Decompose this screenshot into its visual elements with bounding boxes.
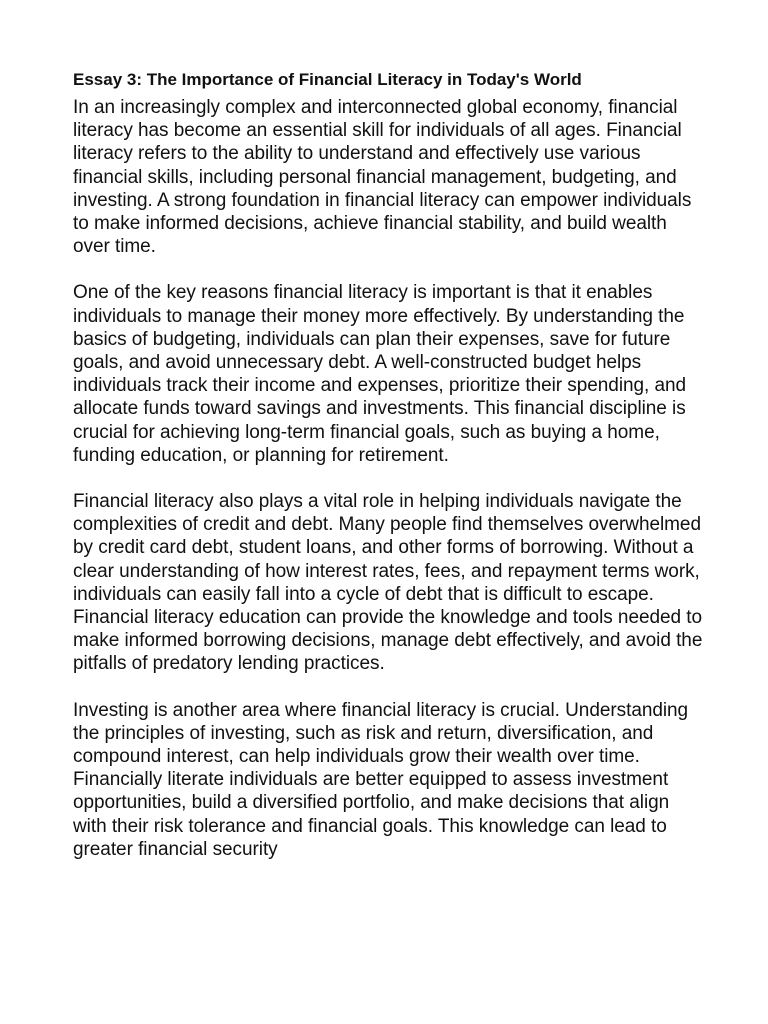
paragraph-credit-and-debt: Financial literacy also plays a vital role in helping individuals navigate the complexities of credit and debt. Many people find themselves overwhelmed by credit card debt, student loans, and other forms of borrowing. Without a clear understanding of how interest rates, fees, and repayment terms work, individuals can easily fall into a cycle of debt that is difficult to escape. Financial literacy education can provide the knowledge and tools needed to make informed borrowing decisions, manage debt effectively, and avoid the pitfalls of predatory lending practices. [73,491,703,675]
essay-title: Essay 3: The Importance of Financial Literacy in Today's World [73,70,582,89]
paragraph-investing: Investing is another area where financial literacy is crucial. Understanding the principles of investing, such as risk and return, diversification, and compound interest, can help individuals grow their wealth over time. Financially literate individuals are better equipped to assess investment opportunities, build a diversified portfolio, and make decisions that align with their risk tolerance and financial goals. This knowledge can lead to greater financial security [73,699,689,860]
essay-body [73,66,703,884]
paragraph-budgeting: One of the key reasons financial literacy is important is that it enables individuals to manage their money more effectively. By understanding the basics of budgeting, individuals can plan their expenses, save for future goals, and avoid unnecessary debt. A well-constructed budget helps individuals track their income and expenses, prioritize their spending, and allocate funds toward savings and investments. This financial discipline is crucial for achieving long-term financial goals, such as buying a home, funding education, or planning for retirement. [73,282,687,466]
paragraph-introduction: In an increasingly complex and interconnected global economy, financial literacy has become an essential skill for individuals of all ages. Financial literacy refers to the ability to understand and effectively use various financial skills, including personal financial management, budgeting, and investing. A strong foundation in financial literacy can empower individuals to make informed decisions, achieve financial stability, and build wealth over time. [73,97,692,258]
